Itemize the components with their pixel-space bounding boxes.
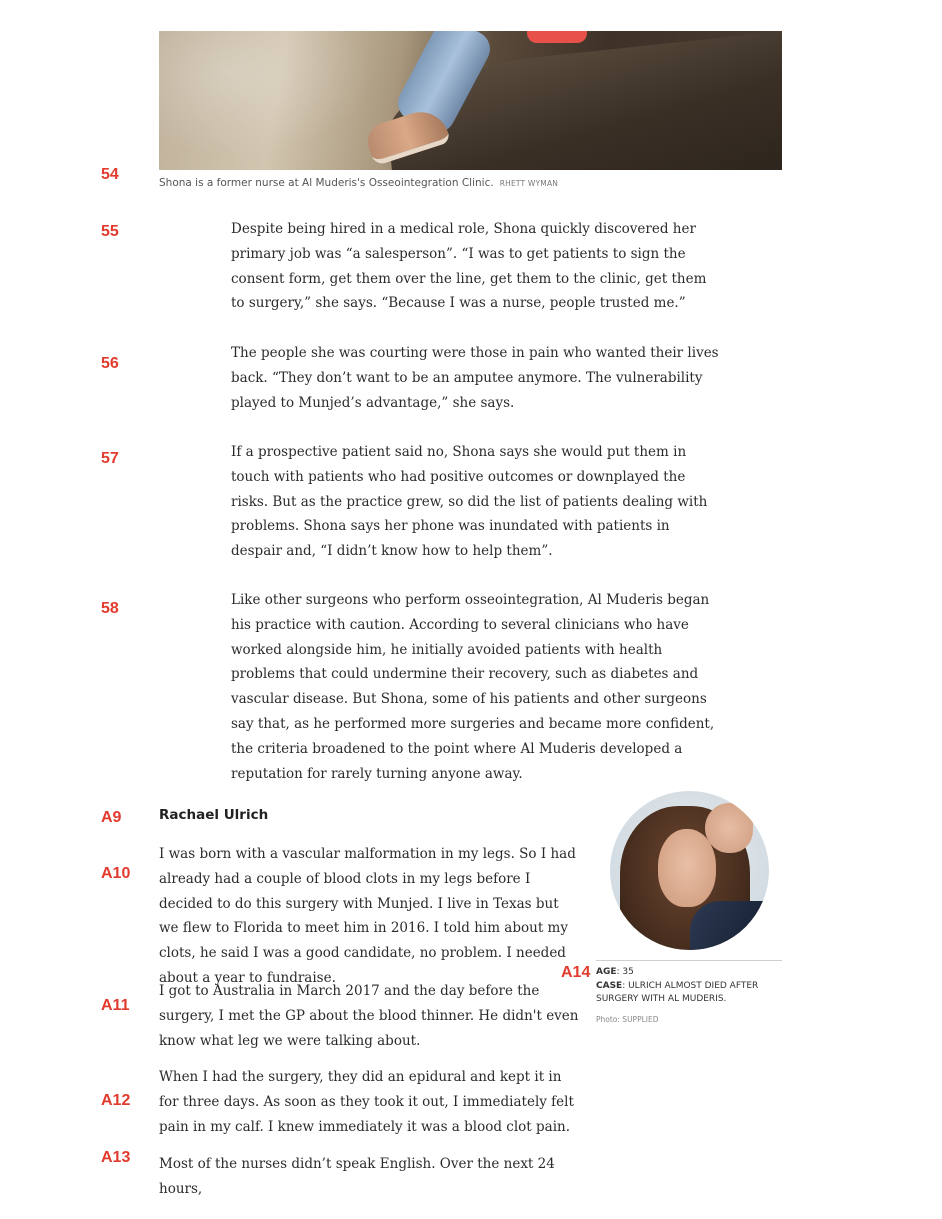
profile-paragraph-a12: When I had the surgery, they did an epidural and kept it in for three days. As soon as they took it out, I immediately felt pain in my calf. I knew immediately it was a blood clot pain. bbox=[159, 1069, 574, 1135]
paragraph-56: The people she was courting were those in pain who wanted their lives back. “They don’t want to be an amputee anymore. The vulnerability played to Munjed’s advantage,” she says. bbox=[231, 345, 719, 411]
sidebar-divider bbox=[596, 960, 782, 961]
marker-56: 56 bbox=[101, 355, 119, 372]
photo-credit: RHETT WYMAN bbox=[499, 179, 559, 188]
profile-photo-credit: Photo: SUPPLIED bbox=[596, 1014, 659, 1024]
profile-name: Rachael Ulrich bbox=[159, 807, 269, 823]
paragraph-57: If a prospective patient said no, Shona says she would put them in touch with patients who had positive outcomes or downplayed the risks. But as the practice grew, so did the list of patients dealing with problems. Shona says her phone was inundated with patients in despair and, “I didn’t know how to help them”. bbox=[231, 444, 708, 560]
photo-caption bbox=[159, 177, 558, 189]
caption-text: Shona is a former nurse at Al Muderis's Osseointegration Clinic. bbox=[159, 177, 494, 189]
marker-a10: A10 bbox=[101, 865, 131, 882]
marker-57: 57 bbox=[101, 450, 119, 467]
paragraph-58: Like other surgeons who perform osseointegration, Al Muderis began his practice with caution. According to several clinicians who have worked alongside him, he initially avoided patients with health problems that could undermine their recovery, such as diabetes and vascular disease. But Shona, some of his patients and other surgeons say that, as he performed more surgeries and became more confident, the criteria broadened to the point where Al Muderis developed a reputation for rarely turning anyone away. bbox=[231, 592, 715, 782]
profile-facts bbox=[596, 966, 782, 1026]
article-photo bbox=[159, 31, 782, 170]
profile-avatar bbox=[610, 791, 769, 950]
marker-a14: A14 bbox=[561, 964, 591, 981]
marker-a12: A12 bbox=[101, 1092, 131, 1109]
profile-paragraph-a13: Most of the nurses didn’t speak English. Over the next 24 hours, bbox=[159, 1156, 555, 1197]
marker-a9: A9 bbox=[101, 809, 122, 826]
marker-54: 54 bbox=[101, 166, 119, 183]
marker-55: 55 bbox=[101, 223, 119, 240]
fact-age: AGE: 35 bbox=[596, 967, 634, 977]
fact-case: CASE: ULRICH ALMOST DIED AFTER SURGERY WITH AL MUDERIS. bbox=[596, 980, 759, 1004]
marker-58: 58 bbox=[101, 600, 119, 617]
profile-paragraph-a10: I was born with a vascular malformation in my legs. So I had already had a couple of blood clots in my legs before I decided to do this surgery with Munjed. I live in Texas but we flew to Florida to meet him in 2016. I told him about my clots, he said I was a good candidate, no problem. I needed about a year to fundraise. bbox=[159, 846, 576, 986]
paragraph-55: Despite being hired in a medical role, Shona quickly discovered her primary job was “a salesperson”. “I was to get patients to sign the consent form, get them over the line, get them to the clinic, get them to surgery,” she says. “Because I was a nurse, people trusted me.” bbox=[231, 221, 707, 312]
marker-a11: A11 bbox=[101, 997, 130, 1014]
marker-a13: A13 bbox=[101, 1149, 131, 1166]
profile-paragraph-a11: I got to Australia in March 2017 and the day before the surgery, I met the GP about the blood thinner. He didn't even know what leg we were talking about. bbox=[159, 983, 579, 1049]
